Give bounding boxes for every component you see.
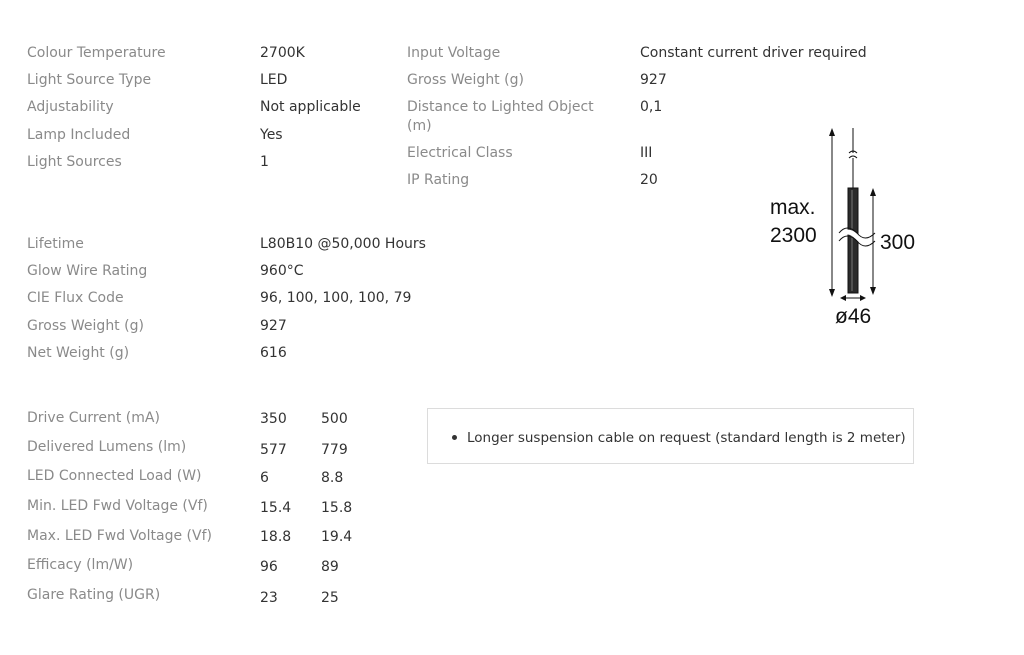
spec-value-lifetime: L80B10 @50,000 Hours bbox=[260, 236, 426, 252]
spec-value-electrical-class: III bbox=[640, 145, 653, 161]
note-text: Longer suspension cable on request (standard length is 2 meter) bbox=[467, 430, 906, 446]
spec-label-cie-flux-code: CIE Flux Code bbox=[27, 290, 124, 306]
dimension-drawing bbox=[765, 125, 930, 335]
spec-label-lifetime: Lifetime bbox=[27, 236, 84, 252]
table-row-label: Delivered Lumens (lm) bbox=[27, 439, 187, 455]
table-row-label: LED Connected Load (W) bbox=[27, 468, 202, 484]
table-cell-350ma: 350 bbox=[260, 411, 287, 427]
spec-label-glow-wire-rating: Glow Wire Rating bbox=[27, 263, 148, 279]
table-cell-500ma: 8.8 bbox=[321, 470, 344, 486]
table-cell-500ma: 89 bbox=[321, 559, 339, 575]
spec-value-glow-wire-rating: 960°C bbox=[260, 263, 304, 279]
spec-value-input-voltage: Constant current driver required bbox=[640, 45, 867, 61]
spec-label-light-source-type: Light Source Type bbox=[27, 72, 152, 88]
table-cell-350ma: 577 bbox=[260, 442, 287, 458]
spec-value-colour-temperature: 2700K bbox=[260, 45, 305, 61]
max-value-label: 2300 bbox=[770, 224, 817, 247]
table-cell-350ma: 6 bbox=[260, 470, 269, 486]
spec-value-adjustability: Not applicable bbox=[260, 99, 361, 115]
table-cell-500ma: 779 bbox=[321, 442, 348, 458]
table-row-label: Max. LED Fwd Voltage (Vf) bbox=[27, 528, 212, 544]
spec-value-distance-to-lighted-object: 0,1 bbox=[640, 99, 663, 115]
spec-label-net-weight: Net Weight (g) bbox=[27, 345, 130, 361]
spec-label-distance-unit: (m) bbox=[407, 118, 432, 134]
notes-box bbox=[427, 408, 914, 464]
spec-label-ip-rating: IP Rating bbox=[407, 172, 470, 188]
list-item bbox=[452, 430, 906, 446]
table-cell-350ma: 96 bbox=[260, 559, 278, 575]
spec-label-adjustability: Adjustability bbox=[27, 99, 114, 115]
table-cell-350ma: 23 bbox=[260, 590, 278, 606]
spec-label-gross-weight-2: Gross Weight (g) bbox=[27, 318, 144, 334]
table-cell-500ma: 15.8 bbox=[321, 500, 353, 516]
spec-label-gross-weight: Gross Weight (g) bbox=[407, 72, 524, 88]
spec-label-input-voltage: Input Voltage bbox=[407, 45, 501, 61]
table-cell-350ma: 15.4 bbox=[260, 500, 292, 516]
spec-value-net-weight: 616 bbox=[260, 345, 287, 361]
table-row-label: Drive Current (mA) bbox=[27, 410, 160, 426]
table-cell-500ma: 25 bbox=[321, 590, 339, 606]
spec-value-lamp-included: Yes bbox=[260, 127, 283, 143]
spec-label-distance-to-lighted-object: Distance to Lighted Object bbox=[407, 99, 594, 115]
arrow-up-icon bbox=[829, 128, 835, 136]
spec-label-electrical-class: Electrical Class bbox=[407, 145, 513, 161]
spec-label-lamp-included: Lamp Included bbox=[27, 127, 131, 143]
table-row-label: Min. LED Fwd Voltage (Vf) bbox=[27, 498, 208, 514]
height-label: 300 bbox=[880, 231, 916, 254]
spec-value-gross-weight: 927 bbox=[640, 72, 667, 88]
max-label: max. bbox=[770, 196, 816, 219]
spec-label-colour-temperature: Colour Temperature bbox=[27, 45, 166, 61]
table-cell-500ma: 19.4 bbox=[321, 529, 353, 545]
arrow-down-icon bbox=[829, 289, 835, 297]
spec-value-ip-rating: 20 bbox=[640, 172, 658, 188]
table-row-label: Efficacy (lm/W) bbox=[27, 557, 134, 573]
table-row-label: Glare Rating (UGR) bbox=[27, 587, 161, 603]
spec-value-light-sources: 1 bbox=[260, 154, 269, 170]
table-cell-500ma: 500 bbox=[321, 411, 348, 427]
table-cell-350ma: 18.8 bbox=[260, 529, 292, 545]
diameter-label: ø46 bbox=[835, 305, 872, 328]
bullet-icon bbox=[452, 435, 457, 440]
spec-label-light-sources: Light Sources bbox=[27, 154, 122, 170]
spec-value-light-source-type: LED bbox=[260, 72, 288, 88]
spec-value-cie-flux-code: 96, 100, 100, 100, 79 bbox=[260, 290, 412, 306]
spec-value-gross-weight-2: 927 bbox=[260, 318, 287, 334]
